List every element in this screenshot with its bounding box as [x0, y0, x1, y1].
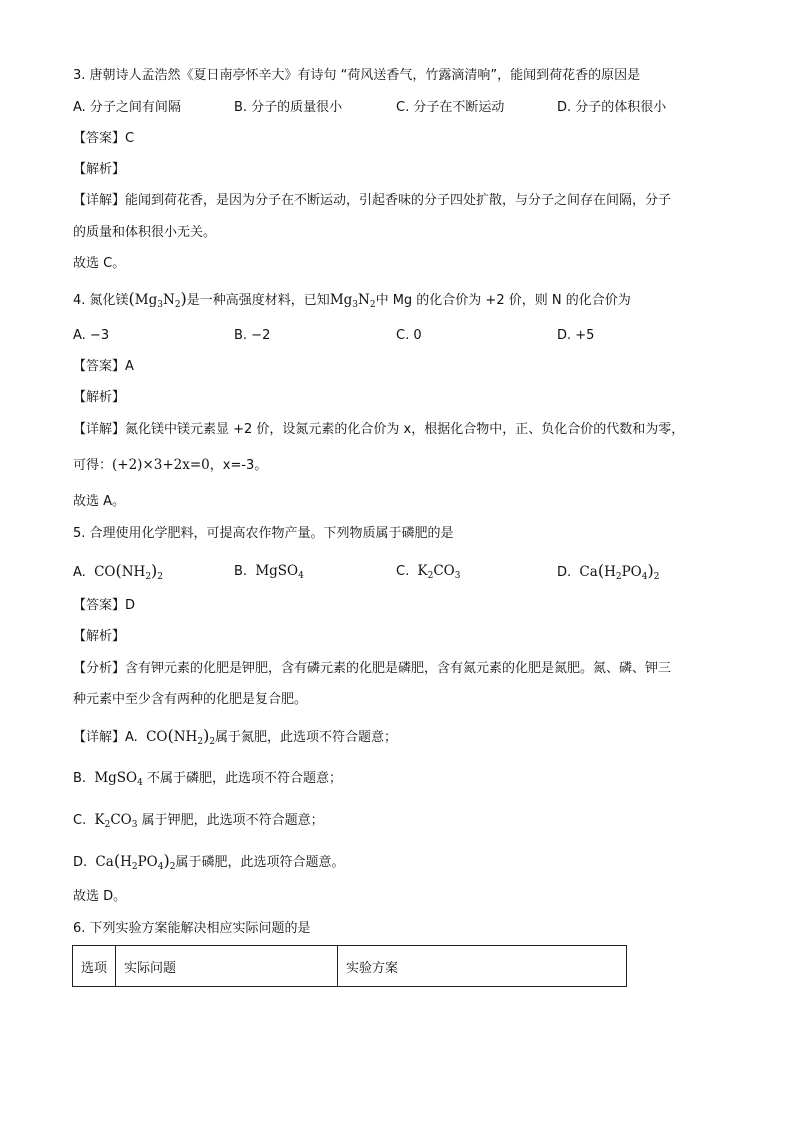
q4-option-c: C. 0	[396, 328, 422, 343]
q3-answer: 【答案】C	[73, 131, 135, 146]
q5-detail-formula-cah2po4: $Ca(H_2PO_4)_2$	[95, 851, 176, 872]
q5-analysis-heading: 【解析】	[73, 629, 126, 644]
q5-detail-b: B. MgSO$_4$ 不属于磷肥，此选项不符合题意；	[73, 770, 342, 788]
q4-detail-line2-post: ，x=-3。	[209, 458, 268, 473]
q6-stem: 6. 下列实验方案能解决相应实际问题的是	[73, 921, 311, 936]
q4-stem	[73, 289, 631, 311]
q4-formula-mg3n2: $(Mg_3N_2)$	[128, 289, 187, 310]
q3-detail-line1: 【详解】能闻到荷花香，是因为分子在不断运动，引起香味的分子四处扩散，与分子之间存在间隔，分子	[73, 193, 672, 208]
q3-option-c: C. 分子在不断运动	[396, 100, 505, 115]
q4-stem-mid1: 是一种高强度材料，已知	[186, 293, 330, 308]
table-row	[73, 946, 627, 987]
q3-option-d: D. 分子的体积很小	[557, 100, 667, 115]
q4-conclusion: 故选 A。	[73, 494, 126, 509]
q5-detail-formula-k2co3: $K_2CO_3$	[94, 812, 138, 830]
table-header-plan: 实验方案	[338, 946, 627, 987]
q4-stem-mid2: 中 Mg 的化合价为 +2 价，则 N 的化合价为	[375, 293, 631, 308]
q5-formula-mgso4: MgSO$_4$	[255, 563, 304, 581]
q5-analysis-line1: 【分析】含有钾元素的化肥是钾肥，含有磷元素的化肥是磷肥，含有氮元素的化肥是氮肥。氮、磷、钾三	[73, 661, 672, 676]
table-header-option: 选项	[73, 946, 116, 987]
q5-conclusion: 故选 D。	[73, 889, 127, 904]
q4-detail-line2	[73, 455, 267, 476]
q3-analysis-heading: 【解析】	[73, 162, 126, 177]
q4-option-a: A. −3	[73, 328, 110, 343]
table-header-problem: 实际问题	[116, 946, 338, 987]
q5-option-c: C. $K_2CO_3$	[396, 563, 461, 581]
q6-options-table	[72, 945, 627, 987]
q4-option-b: B. −2	[234, 328, 271, 343]
q4-detail-line2-pre: 可得：	[73, 458, 113, 473]
q5-analysis-line2: 种元素中至少含有两种的化肥是复合肥。	[73, 692, 308, 707]
q4-detail-line1: 【详解】氮化镁中镁元素显 +2 价，设氮元素的化合价为 x，根据化合物中，正、负化合价的代数和为零，	[73, 422, 685, 437]
q5-detail-formula-urea: $CO(NH_2)_2$	[146, 726, 216, 747]
q3-stem: 3. 唐朝诗人孟浩然《夏日南亭怀辛大》有诗句 “荷风送香气，竹露滴清响”，能闻到荷花香的原因是	[73, 68, 641, 83]
q5-detail-c: C. $K_2CO_3$ 属于钾肥，此选项不符合题意；	[73, 812, 324, 830]
q3-option-a: A. 分子之间有间隔	[73, 100, 181, 115]
q5-detail-formula-mgso4: MgSO$_4$	[94, 770, 143, 788]
q5-formula-k2co3: $K_2CO_3$	[417, 563, 461, 581]
q5-formula-urea: $CO(NH_2)_2$	[94, 561, 164, 582]
q3-detail-line2: 的质量和体积很小无关。	[73, 225, 217, 240]
q4-answer: 【答案】A	[73, 359, 134, 374]
q4-stem-pre: 4. 氮化镁	[73, 293, 129, 308]
q5-option-a: A. $CO(NH_2)_2$	[73, 561, 164, 582]
q5-answer: 【答案】D	[73, 598, 136, 613]
q5-stem: 5. 合理使用化学肥料，可提高农作物产量。下列物质属于磷肥的是	[73, 526, 454, 541]
q5-detail-d: D. $Ca(H_2PO_4)_2$属于磷肥，此选项符合题意。	[73, 851, 345, 872]
q5-formula-cah2po4: $Ca(H_2PO_4)_2$	[579, 561, 660, 582]
q5-option-b: B. MgSO$_4$	[234, 563, 304, 581]
q5-detail-a: 【详解】A. $CO(NH_2)_2$属于氮肥，此选项不符合题意；	[73, 726, 398, 747]
q4-analysis-heading: 【解析】	[73, 390, 126, 405]
q4-option-d: D. +5	[557, 328, 595, 343]
q3-conclusion: 故选 C。	[73, 256, 126, 271]
q4-formula-mg3n2-inline: $Mg_3N_2$	[329, 292, 376, 310]
q4-equation: (+2)×3+2x=0	[112, 457, 210, 473]
q3-option-b: B. 分子的质量很小	[234, 100, 343, 115]
q5-option-d: D. $Ca(H_2PO_4)_2$	[557, 561, 660, 582]
